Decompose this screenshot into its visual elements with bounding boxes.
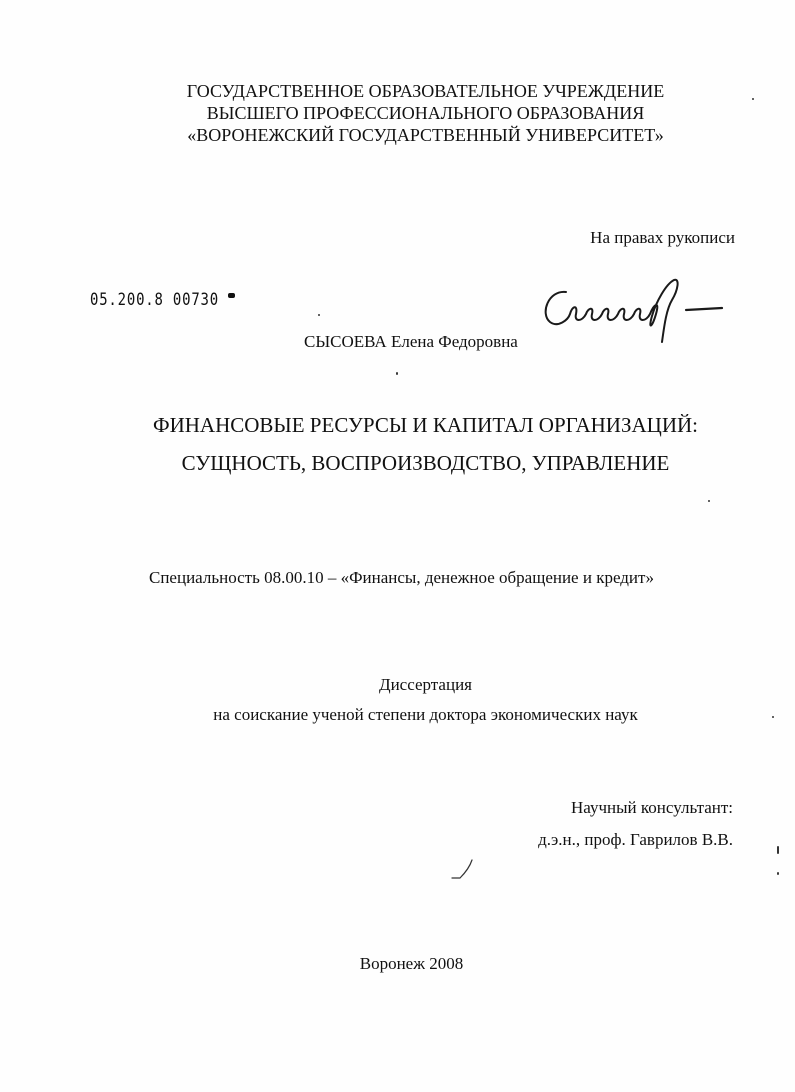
scan-speck bbox=[777, 846, 779, 854]
institution-line-3: «ВОРОНЕЖСКИЙ ГОСУДАРСТВЕННЫЙ УНИВЕРСИТЕТ» bbox=[187, 125, 664, 145]
scan-speck bbox=[777, 872, 779, 875]
registration-mark bbox=[228, 293, 235, 298]
scan-speck bbox=[396, 372, 398, 375]
dissertation-label: Диссертация bbox=[378, 675, 472, 694]
dissertation-title-line-1: ФИНАНСОВЫЕ РЕСУРСЫ И КАПИТАЛ ОРГАНИЗАЦИЙ: bbox=[152, 413, 698, 437]
specialty-line: Специальность 08.00.10 – «Финансы, денежное обращение и кредит» bbox=[149, 568, 654, 587]
institution-line-2: ВЫСШЕГО ПРОФЕССИОНАЛЬНОГО ОБРАЗОВАНИЯ bbox=[206, 103, 645, 123]
manuscript-rights-note: На правах рукописи bbox=[590, 228, 735, 247]
author-name: СЫСОЕВА Елена Федоровна bbox=[304, 332, 518, 351]
scan-speck bbox=[772, 716, 774, 718]
city-and-year: Воронеж 2008 bbox=[359, 954, 464, 973]
scan-speck bbox=[318, 314, 320, 316]
degree-line: на соискание ученой степени доктора экономических наук bbox=[213, 705, 638, 724]
institution-line-1: ГОСУДАРСТВЕННОЕ ОБРАЗОВАТЕЛЬНОЕ УЧРЕЖДЕНИЕ bbox=[186, 81, 665, 101]
dissertation-title-line-2: СУЩНОСТЬ, ВОСПРОИЗВОДСТВО, УПРАВЛЕНИЕ bbox=[181, 451, 670, 475]
pen-mark-icon bbox=[448, 858, 478, 882]
registration-number: 05.200.8 00730 bbox=[90, 290, 219, 310]
scan-speck bbox=[708, 500, 710, 502]
signature-icon bbox=[536, 270, 736, 360]
consultant-label: Научный консультант: bbox=[571, 798, 733, 817]
scan-speck bbox=[752, 98, 754, 100]
consultant-name: д.э.н., проф. Гаврилов В.В. bbox=[538, 830, 733, 849]
